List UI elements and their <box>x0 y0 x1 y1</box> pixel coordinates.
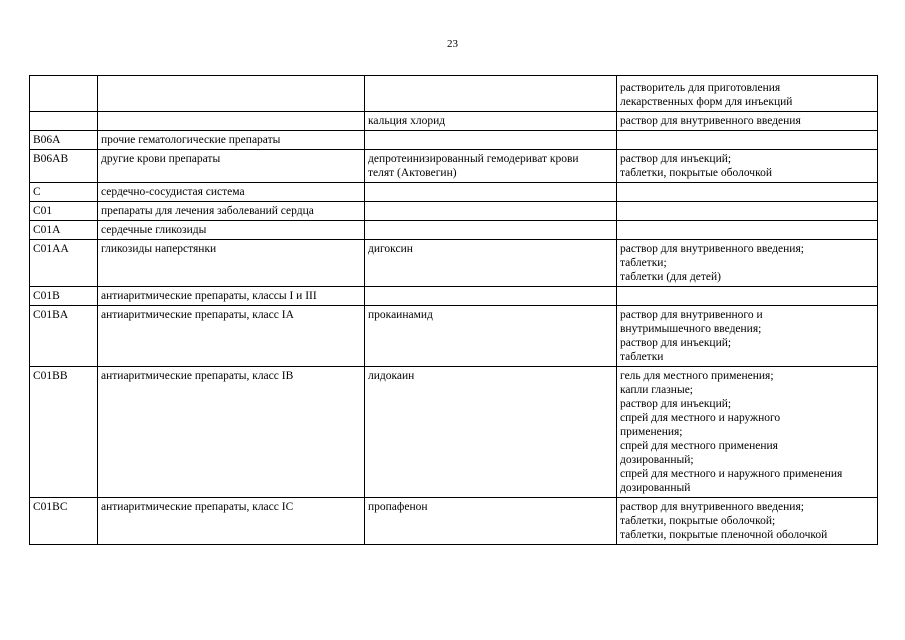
table-row <box>30 498 878 545</box>
cell-group: антиаритмические препараты, класс IC <box>98 498 365 545</box>
cell-form: раствор для внутривенного и внутримышечного введения; раствор для инъекций; таблетки <box>617 306 878 367</box>
drug-table <box>29 75 878 545</box>
cell-form <box>617 287 878 306</box>
table-row <box>30 150 878 183</box>
cell-form <box>617 202 878 221</box>
cell-drug <box>365 76 617 112</box>
cell-code <box>30 112 98 131</box>
cell-code: C <box>30 183 98 202</box>
table-row <box>30 76 878 112</box>
table-row <box>30 287 878 306</box>
table-row <box>30 240 878 287</box>
table-row <box>30 367 878 498</box>
table-row <box>30 221 878 240</box>
cell-group: антиаритмические препараты, класс IA <box>98 306 365 367</box>
cell-form: раствор для внутривенного введения; таблетки, покрытые оболочкой; таблетки, покрытые пленочной оболочкой <box>617 498 878 545</box>
cell-code: C01BA <box>30 306 98 367</box>
cell-group: другие крови препараты <box>98 150 365 183</box>
cell-code: C01AA <box>30 240 98 287</box>
cell-group: прочие гематологические препараты <box>98 131 365 150</box>
cell-group: гликозиды наперстянки <box>98 240 365 287</box>
cell-drug: кальция хлорид <box>365 112 617 131</box>
cell-drug <box>365 221 617 240</box>
cell-form <box>617 221 878 240</box>
cell-code: C01B <box>30 287 98 306</box>
cell-group <box>98 112 365 131</box>
cell-form: раствор для инъекций; таблетки, покрытые оболочкой <box>617 150 878 183</box>
cell-drug <box>365 202 617 221</box>
cell-group: сердечно-сосудистая система <box>98 183 365 202</box>
cell-drug: пропафенон <box>365 498 617 545</box>
cell-drug: прокаинамид <box>365 306 617 367</box>
cell-code: C01A <box>30 221 98 240</box>
cell-group <box>98 76 365 112</box>
cell-form: раствор для внутривенного введения <box>617 112 878 131</box>
table-row <box>30 202 878 221</box>
page-number: 23 <box>447 38 458 50</box>
cell-drug <box>365 131 617 150</box>
table-row <box>30 306 878 367</box>
cell-code: B06A <box>30 131 98 150</box>
cell-code: B06AB <box>30 150 98 183</box>
cell-group: препараты для лечения заболеваний сердца <box>98 202 365 221</box>
cell-drug <box>365 287 617 306</box>
table-body <box>30 76 878 545</box>
table-row <box>30 112 878 131</box>
cell-form <box>617 183 878 202</box>
cell-form: растворитель для приготовления лекарственных форм для инъекций <box>617 76 878 112</box>
table-row <box>30 131 878 150</box>
cell-group: антиаритмические препараты, класс IB <box>98 367 365 498</box>
cell-code: C01BC <box>30 498 98 545</box>
cell-code: C01 <box>30 202 98 221</box>
cell-form: гель для местного применения; капли глазные; раствор для инъекций; спрей для местного и наружного применения; спрей для местного применения дозированный; спрей для местного и наружного применения дозированный <box>617 367 878 498</box>
cell-code: C01BB <box>30 367 98 498</box>
cell-code <box>30 76 98 112</box>
table-row <box>30 183 878 202</box>
cell-form: раствор для внутривенного введения; таблетки; таблетки (для детей) <box>617 240 878 287</box>
cell-drug <box>365 183 617 202</box>
cell-drug: лидокаин <box>365 367 617 498</box>
cell-drug: дигоксин <box>365 240 617 287</box>
cell-group: антиаритмические препараты, классы I и III <box>98 287 365 306</box>
cell-group: сердечные гликозиды <box>98 221 365 240</box>
cell-drug: депротеинизированный гемодериват крови телят (Актовегин) <box>365 150 617 183</box>
cell-form <box>617 131 878 150</box>
